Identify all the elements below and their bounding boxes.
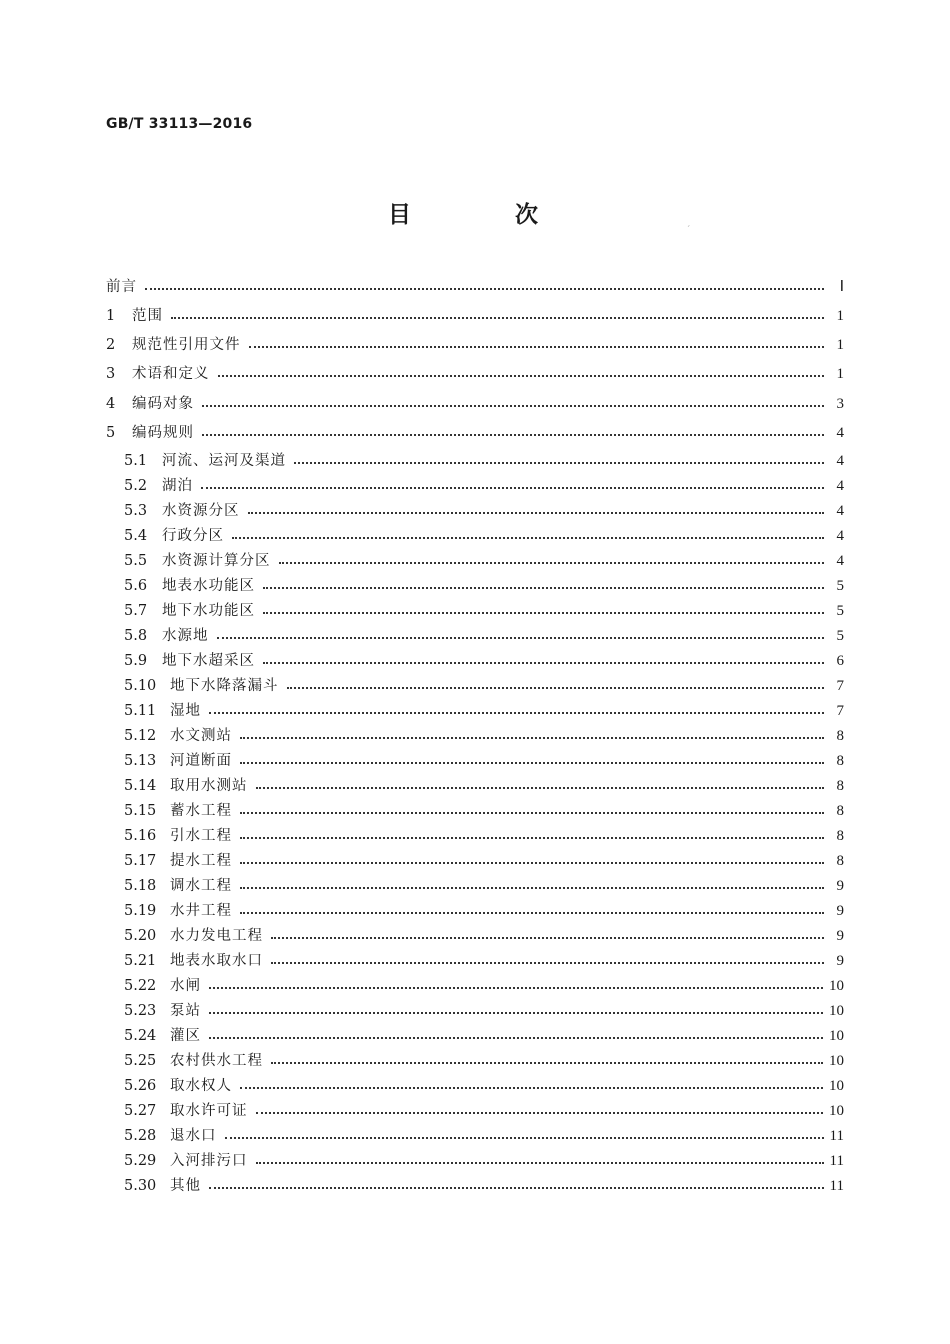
toc-entry-number: 5.13 <box>124 753 157 769</box>
toc-entry <box>124 1075 844 1097</box>
toc-entry-label: 地表水功能区 <box>162 578 255 594</box>
toc-entry-page: 3 <box>836 396 844 412</box>
toc-entry-page: Ⅰ <box>839 279 844 295</box>
toc-entry-label: 河流、运河及渠道 <box>162 453 286 469</box>
toc-entry-label: 调水工程 <box>170 878 232 894</box>
toc-entry-page: 4 <box>836 553 844 569</box>
toc-entry-number: 1 <box>106 308 116 324</box>
toc-entry-label: 灌区 <box>170 1028 201 1044</box>
toc-entry-label: 编码对象 <box>132 396 194 412</box>
toc-dot-leader <box>240 850 824 872</box>
toc-entry-number: 5.10 <box>124 678 157 694</box>
toc-entry-page: 5 <box>836 628 844 644</box>
toc-entry-number: 5.26 <box>124 1078 157 1094</box>
toc-dot-leader <box>209 1175 824 1197</box>
toc-dot-leader <box>271 950 824 972</box>
toc-dot-leader <box>263 600 824 622</box>
toc-entry-number: 5.23 <box>124 1003 157 1019</box>
toc-dot-leader <box>201 475 824 497</box>
toc-entry-number: 2 <box>106 337 116 353</box>
toc-dot-leader <box>249 334 825 356</box>
toc-dot-leader <box>271 1050 823 1072</box>
toc-dot-leader <box>209 1025 823 1047</box>
toc-entry-number: 5.15 <box>124 803 157 819</box>
toc-entry-page: 4 <box>836 425 844 441</box>
toc-entry <box>124 825 844 847</box>
toc-entry-label: 水资源计算分区 <box>162 553 271 569</box>
toc-dot-leader <box>240 725 824 747</box>
toc-dot-leader <box>145 276 824 298</box>
toc-entry-number: 5.3 <box>124 503 148 519</box>
toc-entry-page: 8 <box>836 753 844 769</box>
toc-entry-number: 4 <box>106 396 116 412</box>
toc-entry-number: 5.5 <box>124 553 148 569</box>
toc-entry-page: 8 <box>836 828 844 844</box>
toc-entry <box>124 875 844 897</box>
toc-entry-page: 9 <box>836 928 844 944</box>
toc-dot-leader <box>248 500 825 522</box>
toc-entry-label: 规范性引用文件 <box>132 337 241 353</box>
toc-entry <box>124 550 844 572</box>
toc-dot-leader <box>271 925 824 947</box>
toc-entry-page: 9 <box>836 903 844 919</box>
toc-entry-page: 11 <box>829 1153 844 1169</box>
toc-entry-number: 5.2 <box>124 478 148 494</box>
toc-dot-leader <box>279 550 825 572</box>
page-title: 目 次 <box>387 202 586 228</box>
toc-entry-number: 5.4 <box>124 528 148 544</box>
toc-entry <box>124 775 844 797</box>
toc-entry <box>106 276 844 298</box>
toc-entry-number: 5.20 <box>124 928 157 944</box>
toc-entry-label: 取水权人 <box>170 1078 232 1094</box>
toc-entry-page: 4 <box>836 528 844 544</box>
toc-entry-page: 6 <box>836 653 844 669</box>
toc-entry-page: 11 <box>829 1178 844 1194</box>
toc-entry <box>106 393 844 415</box>
toc-entry-label: 蓄水工程 <box>170 803 232 819</box>
toc-entry-page: 8 <box>836 803 844 819</box>
toc-entry-page: 7 <box>836 703 844 719</box>
toc-entry <box>124 1100 844 1122</box>
toc-entry-number: 5.12 <box>124 728 157 744</box>
toc-entry <box>124 700 844 722</box>
toc-dot-leader <box>217 625 825 647</box>
toc-entry-label: 行政分区 <box>162 528 224 544</box>
toc-entry <box>106 422 844 444</box>
toc-dot-leader <box>225 1125 824 1147</box>
toc-entry-page: 11 <box>829 1128 844 1144</box>
toc-entry <box>124 600 844 622</box>
toc-entry-page: 10 <box>829 1078 844 1094</box>
toc-entry-number: 5.7 <box>124 603 148 619</box>
toc-entry-label: 泵站 <box>170 1003 201 1019</box>
toc-entry <box>124 1050 844 1072</box>
toc-entry <box>124 450 844 472</box>
toc-entry-number: 5.6 <box>124 578 148 594</box>
toc-dot-leader <box>263 650 824 672</box>
toc-entry-page: 1 <box>836 308 844 324</box>
toc-entry-number: 5.27 <box>124 1103 157 1119</box>
toc-entry-label: 河道断面 <box>170 753 232 769</box>
toc-dot-leader <box>218 363 825 385</box>
document-id: GB/T 33113—2016 <box>106 116 253 132</box>
toc-dot-leader <box>240 825 824 847</box>
toc-entry-number: 5.25 <box>124 1053 157 1069</box>
toc-entry <box>124 800 844 822</box>
toc-dot-leader <box>256 1150 824 1172</box>
toc-entry <box>124 975 844 997</box>
toc-entry-label: 取用水测站 <box>170 778 248 794</box>
toc-entry-page: 10 <box>829 1003 844 1019</box>
toc-entry-page: 10 <box>829 1028 844 1044</box>
toc-entry-label: 地下水功能区 <box>162 603 255 619</box>
toc-entry-page: 5 <box>836 578 844 594</box>
toc-entry-number: 5.21 <box>124 953 157 969</box>
toc-dot-leader <box>240 900 824 922</box>
toc-entry-page: 1 <box>836 366 844 382</box>
toc-entry-label: 水文测站 <box>170 728 232 744</box>
scan-speck: ˊ <box>686 226 691 236</box>
toc-dot-leader <box>232 525 824 547</box>
toc-entry-number: 5 <box>106 425 116 441</box>
toc-dot-leader <box>240 875 824 897</box>
toc-entry-label: 湿地 <box>170 703 201 719</box>
toc-entry-number: 5.11 <box>124 703 157 719</box>
toc-entry-label: 其他 <box>170 1178 201 1194</box>
toc-entry <box>124 650 844 672</box>
toc-entry-page: 10 <box>829 978 844 994</box>
toc-entry <box>124 1000 844 1022</box>
toc-entry-page: 10 <box>829 1053 844 1069</box>
toc-entry-number: 5.29 <box>124 1153 157 1169</box>
toc-entry-page: 8 <box>836 728 844 744</box>
toc-entry <box>124 950 844 972</box>
toc-entry <box>124 500 844 522</box>
toc-entry-label: 术语和定义 <box>132 366 210 382</box>
toc-entry-label: 地表水取水口 <box>170 953 263 969</box>
toc-entry-number: 5.14 <box>124 778 157 794</box>
toc-entry-number: 5.30 <box>124 1178 157 1194</box>
toc-entry-label: 湖泊 <box>162 478 193 494</box>
toc-dot-leader <box>256 775 825 797</box>
toc-entry-number: 5.19 <box>124 903 157 919</box>
toc-entry-number: 5.16 <box>124 828 157 844</box>
toc-entry <box>106 305 844 327</box>
toc-entry-label: 取水许可证 <box>170 1103 248 1119</box>
toc-dot-leader <box>240 800 824 822</box>
toc-entry-page: 7 <box>836 678 844 694</box>
toc-entry <box>124 750 844 772</box>
toc-entry <box>106 334 844 356</box>
toc-entry-label: 退水口 <box>170 1128 217 1144</box>
toc-dot-leader <box>209 1000 823 1022</box>
toc-entry-label: 入河排污口 <box>170 1153 248 1169</box>
toc-entry-label: 范围 <box>132 308 163 324</box>
toc-entry <box>124 675 844 697</box>
toc-entry-page: 10 <box>829 1103 844 1119</box>
toc-dot-leader <box>171 305 824 327</box>
toc-dot-leader <box>240 1075 823 1097</box>
toc-entry-number: 5.1 <box>124 453 148 469</box>
toc-entry-page: 8 <box>836 853 844 869</box>
toc-entry-page: 4 <box>836 453 844 469</box>
toc-entry <box>124 475 844 497</box>
toc-entry-number: 5.28 <box>124 1128 157 1144</box>
toc-dot-leader <box>202 393 824 415</box>
toc-entry-page: 9 <box>836 953 844 969</box>
toc-dot-leader <box>240 750 824 772</box>
toc-entry-number: 5.17 <box>124 853 157 869</box>
toc-dot-leader <box>263 575 824 597</box>
toc-entry-label: 水源地 <box>162 628 209 644</box>
toc-entry-label: 编码规则 <box>132 425 194 441</box>
toc-entry <box>124 1150 844 1172</box>
toc-dot-leader <box>294 450 824 472</box>
toc-entry <box>124 925 844 947</box>
toc-entry-number: 3 <box>106 366 116 382</box>
toc-entry-number: 5.9 <box>124 653 148 669</box>
toc-entry-label: 地下水降落漏斗 <box>170 678 279 694</box>
toc-entry-number: 5.24 <box>124 1028 157 1044</box>
toc-entry <box>124 1125 844 1147</box>
toc-entry-number: 5.22 <box>124 978 157 994</box>
toc-entry-page: 8 <box>836 778 844 794</box>
toc-dot-leader <box>287 675 825 697</box>
toc-entry-label: 水力发电工程 <box>170 928 263 944</box>
toc-entry-page: 1 <box>836 337 844 353</box>
toc-entry <box>124 725 844 747</box>
toc-dot-leader <box>256 1100 824 1122</box>
toc-entry-number: 5.18 <box>124 878 157 894</box>
toc-entry-label: 提水工程 <box>170 853 232 869</box>
toc-dot-leader <box>209 700 824 722</box>
toc-entry <box>124 1025 844 1047</box>
toc-entry <box>124 1175 844 1197</box>
toc-dot-leader <box>202 422 824 444</box>
toc-entry-label: 水闸 <box>170 978 201 994</box>
toc-entry-label: 农村供水工程 <box>170 1053 263 1069</box>
toc-dot-leader <box>209 975 823 997</box>
toc-entry <box>124 525 844 547</box>
toc-entry <box>124 850 844 872</box>
toc-entry-page: 4 <box>836 478 844 494</box>
toc-entry-label: 水资源分区 <box>162 503 240 519</box>
toc-entry <box>124 900 844 922</box>
toc-entry-label: 地下水超采区 <box>162 653 255 669</box>
toc-entry-number: 5.8 <box>124 628 148 644</box>
toc-entry-label: 前言 <box>106 279 137 295</box>
toc-entry-page: 5 <box>836 603 844 619</box>
toc-entry-label: 引水工程 <box>170 828 232 844</box>
toc-entry-page: 9 <box>836 878 844 894</box>
toc-entry <box>124 625 844 647</box>
toc-entry <box>124 575 844 597</box>
toc-entry-label: 水井工程 <box>170 903 232 919</box>
toc-entry-page: 4 <box>836 503 844 519</box>
toc-entry <box>106 363 844 385</box>
